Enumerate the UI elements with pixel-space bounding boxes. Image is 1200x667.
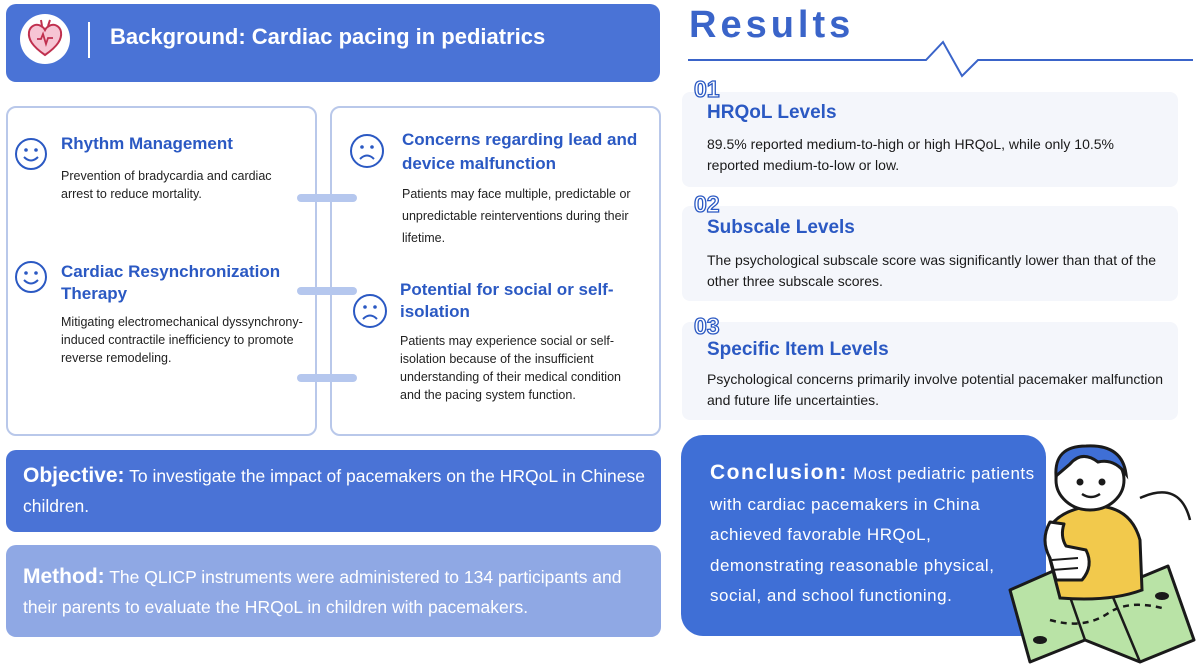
result-number: 01 xyxy=(694,76,720,102)
result-body: Psychological concerns primarily involve potential pacemaker malfunction and future life uncertainties. xyxy=(707,371,1163,408)
banner-divider xyxy=(88,22,90,58)
pulse-line-icon xyxy=(688,38,1193,80)
item-body-social-isolation: Patients may experience social or self-isolation because of the insufficient understanding of their medical condition and the pacing system function. xyxy=(400,334,621,402)
method-paragraph xyxy=(23,562,653,622)
connector xyxy=(297,287,357,295)
connector xyxy=(297,374,357,382)
smile-icon xyxy=(14,260,48,294)
result-number: 02 xyxy=(694,191,720,217)
method-text: The QLICP instruments were administered to 134 participants and their parents to evaluate the HRQoL in children with pacemakers. xyxy=(23,567,622,617)
smile-icon xyxy=(14,137,48,171)
result-number: 03 xyxy=(694,313,720,339)
objective-text: To investigate the impact of pacemakers on the HRQoL in Chinese children. xyxy=(23,466,645,516)
item-title-social-isolation: Potential for social or self-isolation xyxy=(400,280,614,321)
item-title-rhythm-management: Rhythm Management xyxy=(61,134,233,153)
item-title-lead-malfunction: Concerns regarding lead and device malfunction xyxy=(402,130,638,173)
result-title: Subscale Levels xyxy=(707,217,855,238)
item-title-crt: Cardiac Resynchronization Therapy xyxy=(61,262,281,303)
objective-paragraph xyxy=(23,461,648,521)
conclusion-text: Most pediatric patients with cardiac pacemakers in China achieved favorable HRQoL, demonstrating reasonable physical, social, and school functioning. xyxy=(710,464,1035,605)
frown-icon xyxy=(352,293,388,329)
heart-icon xyxy=(20,14,70,64)
results-title: Results xyxy=(689,4,855,46)
thumbs-up-character-illustration xyxy=(990,440,1198,664)
result-body: The psychological subscale score was significantly lower than that of the other three subscale scores. xyxy=(707,252,1157,289)
result-title: Specific Item Levels xyxy=(707,339,889,360)
conclusion-label: Conclusion: xyxy=(710,461,848,484)
item-body-crt: Mitigating electromechanical dyssynchrony-induced contractile inefficiency to promote reverse remodeling. xyxy=(61,315,303,365)
method-label: Method: xyxy=(23,565,105,588)
frown-icon xyxy=(349,133,385,169)
item-body-lead-malfunction: Patients may face multiple, predictable or unpredictable reinterventions during their lifetime. xyxy=(402,187,631,245)
result-title: HRQoL Levels xyxy=(707,102,837,123)
objective-box xyxy=(6,450,661,532)
item-body-rhythm-management: Prevention of bradycardia and cardiac arrest to reduce mortality. xyxy=(61,169,272,201)
heart-badge xyxy=(20,14,70,64)
connector xyxy=(297,194,357,202)
result-body: 89.5% reported medium-to-high or high HRQoL, while only 10.5% reported medium-to-low or low. xyxy=(707,136,1114,173)
objective-label: Objective: xyxy=(23,464,125,487)
banner-title: Background: Cardiac pacing in pediatrics xyxy=(110,24,546,49)
conclusion-paragraph xyxy=(710,458,1035,612)
method-box xyxy=(6,545,661,637)
